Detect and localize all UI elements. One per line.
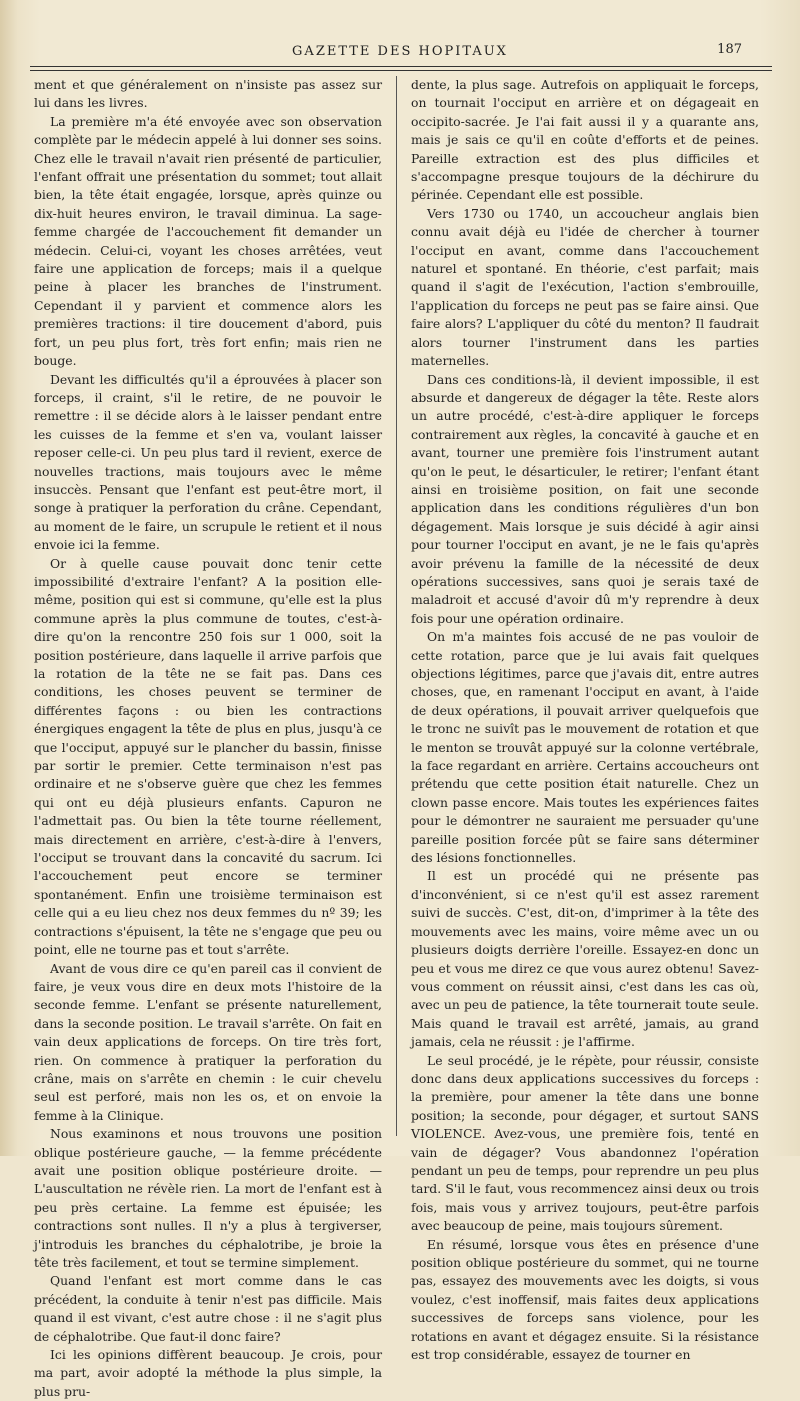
running-title: GAZETTE DES HOPITAUX <box>292 44 508 59</box>
paragraph: Vers 1730 ou 1740, un accoucheur anglais bien connu avait déjà eu l'idée de chercher à tourner l'occiput en avant, comme dans l'accouchement naturel et spontané. En théorie, c'est parfait; mais quand il s'agit de l'exécution, l'action s'embrouille, l'application du forceps ne peut pas se faire ainsi. Que faire alors? L'appliquer du côté du menton? Il faudrait alors tourner l'instrument dans les parties maternelles. <box>411 205 759 369</box>
paragraph: Or à quelle cause pouvait donc tenir cette impossibilité d'extraire l'enfant? A la position elle-même, position qui est si commune, qu'elle est la plus commune après la plus commune de toutes, c'est-à-dire qu'on la rencontre 250 fois sur 1 000, soit la position postérieure, dans laquelle il arrive parfois que la rotation de la tête ne se fait pas. Dans ces conditions, les choses peuvent se terminer de différentes façons : ou bien les contractions énergiques engagent la tête de plus en plus, jusqu'à ce que l'occiput, appuyé sur le plancher du bassin, finisse par sortir le premier. Cette terminaison n'est pas ordinaire et ne s'observe guère que chez les femmes qui ont eu déjà plusieurs enfants. Capuron ne l'admettait pas. Ou bien la tête tourne réellement, mais directement en arrière, c'est-à-dire à l'envers, l'occiput se trouvant dans la concavité du sacrum. Ici l'accouchement peut encore se terminer spontanément. Enfin une troisième terminaison est celle qui a eu lieu chez nos deux femmes du nº 39; les contractions s'épuisent, la tête ne s'engage que peu ou point, elle ne tourne pas et tout s'arrête. <box>34 555 382 958</box>
page-header <box>40 38 760 62</box>
page-number: 187 <box>717 42 742 57</box>
left-column <box>30 76 386 1399</box>
header-rule-top <box>30 66 772 67</box>
column-divider <box>396 76 397 1136</box>
paragraph: Nous examinons et nous trouvons une position oblique postérieure gauche, — la femme précédente avait une position oblique postérieure droite. — L'auscultation ne révèle rien. La mort de l'enfant est à peu près certaine. La femme est épuisée; les contractions sont nulles. Il n'y a plus à tergiverser, j'introduis les branches du céphalotribe, je broie la tête très facilement, et tout se termine simplement. <box>34 1126 382 1270</box>
paragraph: Le seul procédé, je le répète, pour réussir, consiste donc dans deux applications successives du forceps : la première, pour amener la tête dans une bonne position; la seconde, pour dégager, et surtout SANS VIOLENCE. Avez-vous, une première fois, tenté en vain de dégager? Vous abandonnez l'opération pendant un peu de temps, pour reprendre un peu plus tard. S'il le faut, vous recommencez ainsi deux ou trois fois, mais vous y arrivez toujours, peut-être parfois avec beaucoup de peine, mais toujours sûrement. <box>411 1052 759 1234</box>
paragraph: Ici les opinions diffèrent beaucoup. Je crois, pour ma part, avoir adopté la méthode la plus simple, la plus pru- <box>34 1347 382 1399</box>
paragraph: Il est un procédé qui ne présente pas d'inconvénient, si ce n'est qu'il est assez rarement suivi de succès. C'est, dit-on, d'imprimer à la tête des mouvements avec les mains, voire même avec un ou plusieurs doigts derrière l'oreille. Essayez-en donc un peu et vous me direz ce que vous aurez obtenu! Savez-vous comment on réussit ainsi, c'est dans les cas où, avec un peu de patience, la tête tournerait toute seule. Mais quand le travail est arrêté, jamais, au grand jamais, cela ne réussit : je l'affirme. <box>411 868 759 1050</box>
right-column <box>407 76 763 1363</box>
paragraph: La première m'a été envoyée avec son observation complète par le médecin appelé à lui donner ses soins. Chez elle le travail n'avait rien présenté de particulier, l'enfant offrait une présentation du sommet; tout allait bien, la tête était engagée, lorsque, après quinze ou dix-huit heures environ, le travail diminua. La sage-femme chargée de l'accouchement fit demander un médecin. Celui-ci, voyant les choses arrêtées, veut faire une application de forceps; mais il a quelque peine à placer les branches de l'instrument. Cependant il y parvient et commence alors les premières tractions: il tire doucement d'abord, puis fort, un peu plus fort, très fort enfin; mais rien ne bouge. <box>34 113 382 369</box>
paragraph: ment et que généralement on n'insiste pas assez sur lui dans les livres. <box>34 77 382 111</box>
paragraph: Avant de vous dire ce qu'en pareil cas il convient de faire, je veux vous dire en deux mots l'histoire de la seconde femme. L'enfant se présente naturellement, dans la seconde position. Le travail s'arrête. On fait en vain deux applications de forceps. On tire très fort, rien. On commence à pratiquer la perforation du crâne, mais on s'arrête en chemin : le cuir chevelu seul est perforé, mais non les os, et on envoie la femme à la Clinique. <box>34 960 382 1123</box>
text-columns <box>30 76 776 1399</box>
paragraph: dente, la plus sage. Autrefois on appliquait le forceps, on tournait l'occiput en arrière et on dégageait en occipito-sacrée. Je l'ai fait aussi il y a quarante ans, mais je sais ce qu'il en coûte d'efforts et de peines. Pareille extraction est des plus difficiles et s'accompagne presque toujours de la déchirure du périnée. Cependant elle est possible. <box>411 77 759 203</box>
paragraph: Dans ces conditions-là, il devient impossible, il est absurde et dangereux de dégager la tête. Reste alors un autre procédé, c'est-à-dire appliquer le forceps contrairement aux règles, la concavité à gauche et en avant, tourner une première fois l'instrument autant qu'on le peut, le désarticuler, le retirer; l'enfant étant ainsi en troisième position, on fait une seconde application dans les conditions régulières d'un bon dégagement. Mais lorsque je suis décidé à agir ainsi pour tourner l'occiput en avant, je ne le fais qu'après avoir prévenu la famille de la nécessité de deux opérations successives, sans quoi je serais taxé de maladroit et accusé d'avoir dû m'y reprendre à deux fois pour une opération ordinaire. <box>411 371 759 626</box>
header-rule-bottom <box>30 70 772 71</box>
paragraph: Quand l'enfant est mort comme dans le cas précédent, la conduite à tenir n'est pas difficile. Mais quand il est vivant, c'est autre chose : il ne s'agit plus de céphalotribe. Que faut-il donc faire? <box>34 1273 382 1344</box>
paragraph: On m'a maintes fois accusé de ne pas vouloir de cette rotation, parce que je lui avais fait quelques objections légitimes, parce que j'avais dit, entre autres choses, que, en ramenant l'occiput en avant, à l'aide de deux opérations, il pouvait arriver quelquefois que le tronc ne suivît pas le mouvement de rotation et que le menton se trouvât appuyé sur la colonne vertébrale, la face regardant en arrière. Certains accoucheurs ont prétendu que cette position était naturelle. Chez un clown passe encore. Mais toutes les expériences faites pour le démontrer ne sauraient me persuader qu'une pareille position forcée pût se faire sans déterminer des lésions fonctionnelles. <box>411 629 759 866</box>
paragraph: Devant les difficultés qu'il a éprouvées à placer son forceps, il craint, s'il le retire, de ne pouvoir le remettre : il se décide alors à le laisser pendant entre les cuisses de la femme et s'en va, voulant laisser reposer celle-ci. Un peu plus tard il revient, exerce de nouvelles tractions, mais toujours avec le même insuccès. Pensant que l'enfant est peut-être mort, il songe à pratiquer la perforation du crâne. Cependant, au moment de le faire, un scrupule le retient et il nous envoie ici la femme. <box>34 371 382 553</box>
paragraph: En résumé, lorsque vous êtes en présence d'une position oblique postérieure du sommet, qui ne tourne pas, essayez des mouvements avec les doigts, si vous voulez, c'est inoffensif, mais faites deux applications successives de forceps sans violence, pour les rotations en avant et dégagez ensuite. Si la résistance est trop considérable, essayez de tourner en <box>411 1236 759 1363</box>
